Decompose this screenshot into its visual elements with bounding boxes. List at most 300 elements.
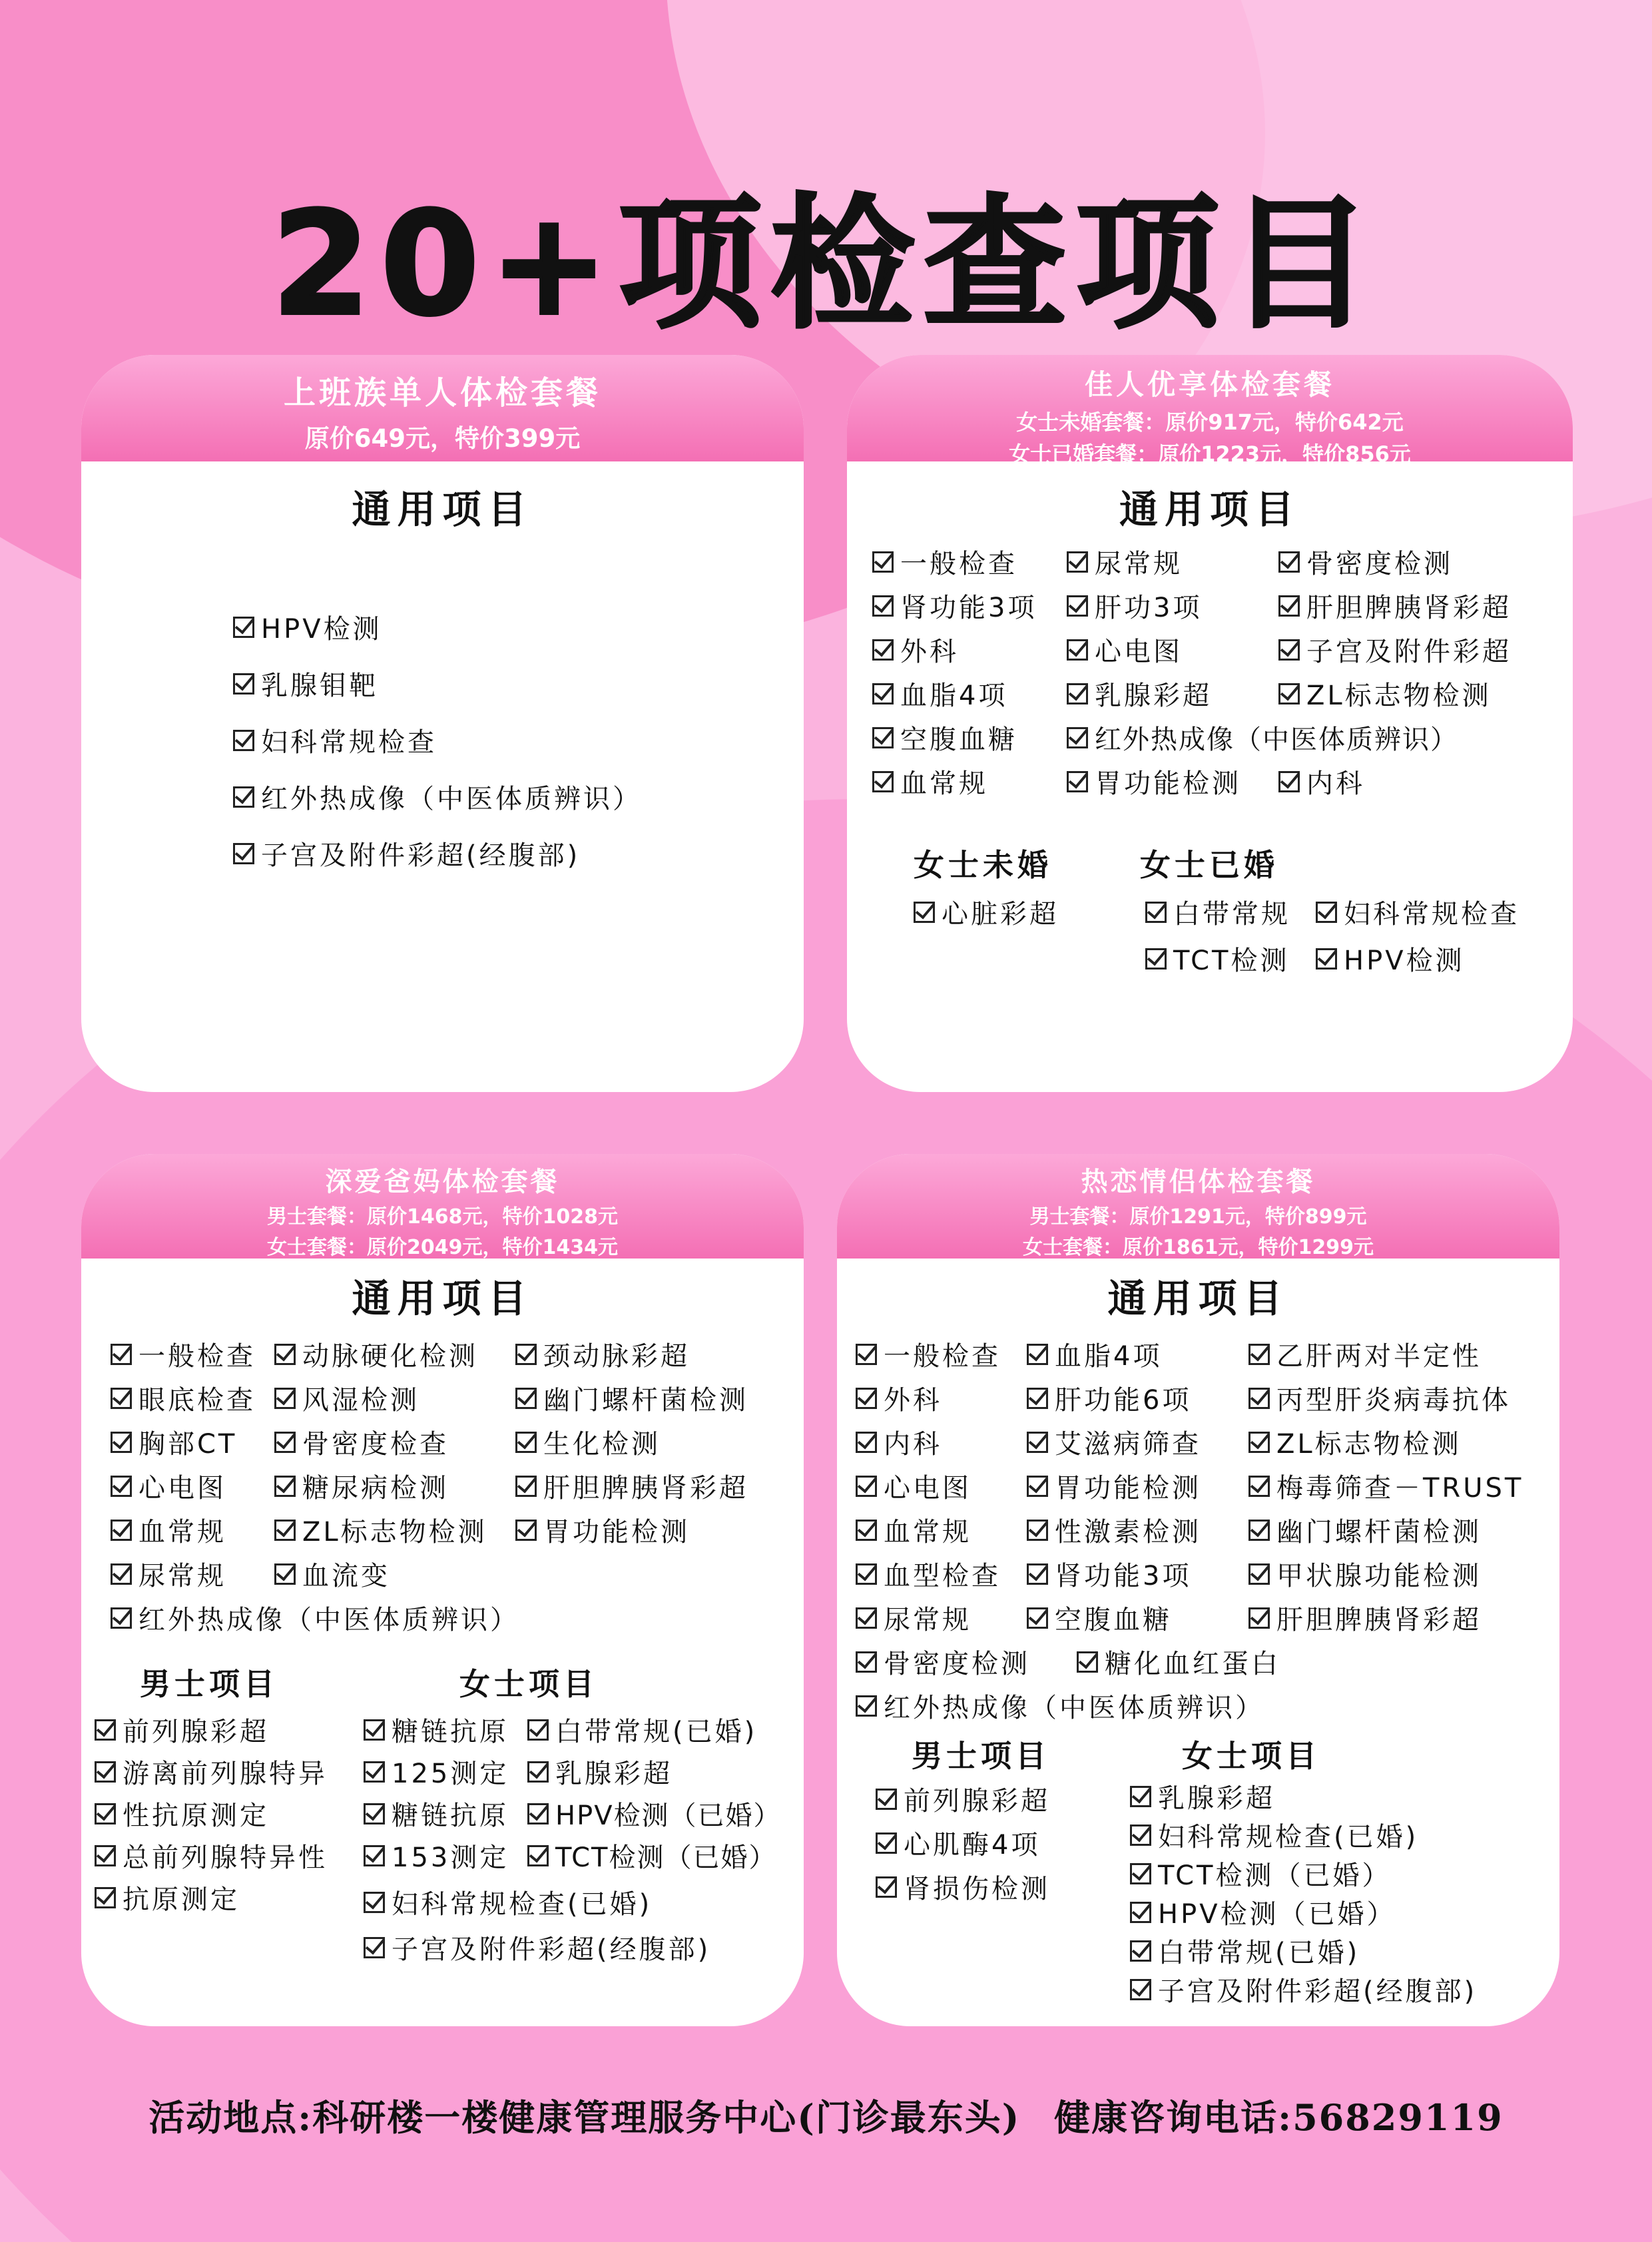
item-label: 心电图	[138, 1473, 226, 1504]
item-label: 胃功能检测	[543, 1517, 690, 1547]
item-label: 前列腺彩超	[123, 1717, 269, 1747]
check-item	[233, 834, 580, 872]
checkbox-icon	[111, 1563, 132, 1585]
check-item	[1248, 1467, 1523, 1505]
item-label: 红外热成像（中医体质辨识）	[261, 784, 642, 814]
package-card-couples	[837, 1154, 1559, 2026]
group-label: 女士未婚	[914, 847, 1052, 883]
checkbox-icon	[527, 1719, 549, 1741]
check-item	[515, 1335, 690, 1373]
item-label: 肝胆脾胰肾彩超	[1276, 1605, 1482, 1635]
checkbox-icon	[1248, 1520, 1270, 1541]
checkbox-icon	[856, 1651, 877, 1673]
check-item	[1067, 587, 1202, 625]
checkbox-icon	[1278, 771, 1300, 792]
item-label: 骨密度检测	[1306, 549, 1453, 579]
item-label: 眼底检查	[138, 1385, 256, 1416]
checkbox-icon	[1130, 1786, 1151, 1807]
group-label: 女士项目	[1182, 1738, 1320, 1774]
check-item	[1067, 631, 1183, 669]
item-label: 红外热成像（中医体质辨识）	[1095, 724, 1458, 755]
item-label: 心肌酶4项	[904, 1830, 1041, 1860]
checkbox-icon	[872, 771, 894, 792]
item-label: 内科	[884, 1429, 942, 1460]
item-label: 总前列腺特异性	[123, 1842, 328, 1873]
checkbox-icon	[856, 1388, 877, 1409]
page-title: 20+项检查项目	[271, 180, 1381, 348]
check-item	[95, 1878, 240, 1916]
check-item	[515, 1467, 748, 1505]
checkbox-icon	[527, 1845, 549, 1866]
item-label: ZL标志物检测	[1276, 1429, 1462, 1460]
card-price: 原价649元，特价399元	[304, 424, 581, 453]
card-title: 热恋情侣体检套餐	[1081, 1167, 1316, 1197]
checkbox-icon	[233, 730, 254, 751]
card-header	[837, 1154, 1559, 1259]
check-item	[872, 675, 1007, 712]
checkbox-icon	[856, 1563, 877, 1585]
checkbox-icon	[515, 1388, 537, 1409]
check-item	[872, 631, 959, 669]
checkbox-icon	[95, 1845, 116, 1866]
checkbox-icon	[1248, 1607, 1270, 1629]
check-item	[515, 1379, 748, 1417]
group-label: 女士项目	[459, 1666, 598, 1702]
check-item	[1145, 940, 1289, 978]
checkbox-icon	[515, 1520, 537, 1541]
checkbox-icon	[1278, 683, 1300, 704]
check-item	[527, 1836, 776, 1874]
item-label: ZL标志物检测	[302, 1517, 487, 1547]
card-title: 深爱爸妈体检套餐	[325, 1167, 560, 1197]
checkbox-icon	[111, 1432, 132, 1453]
checkbox-icon	[1067, 551, 1088, 573]
checkbox-icon	[1316, 902, 1337, 923]
item-label: 乳腺钼靶	[261, 671, 378, 701]
item-label: 红外热成像（中医体质辨识）	[138, 1605, 519, 1635]
checkbox-icon	[856, 1432, 877, 1453]
check-item	[856, 1687, 1264, 1725]
item-label: 白带常规(已婚)	[1158, 1938, 1360, 1968]
checkbox-icon	[274, 1476, 296, 1497]
check-item	[527, 1795, 782, 1832]
checkbox-icon	[1027, 1520, 1048, 1541]
item-label: 性激素检测	[1055, 1517, 1201, 1547]
item-label: 尿常规	[138, 1561, 226, 1591]
item-label: 血常规	[138, 1517, 226, 1547]
group-label: 男士项目	[140, 1666, 278, 1702]
item-label: 动脉硬化检测	[302, 1341, 478, 1372]
item-label: 幽门螺杆菌检测	[543, 1385, 748, 1416]
checkbox-icon	[111, 1344, 132, 1365]
checkbox-icon	[527, 1803, 549, 1824]
item-label: 糖尿病检测	[302, 1473, 449, 1504]
item-label: 糖链抗原	[392, 1801, 509, 1831]
package-card-parents	[81, 1154, 804, 2026]
checkbox-icon	[914, 902, 935, 923]
checkbox-icon	[233, 617, 254, 638]
checkbox-icon	[95, 1803, 116, 1824]
check-item	[1130, 1854, 1391, 1892]
checkbox-icon	[364, 1719, 385, 1741]
checkbox-icon	[1145, 948, 1167, 970]
checkbox-icon	[111, 1520, 132, 1541]
check-item	[1278, 762, 1365, 800]
check-item	[527, 1711, 757, 1749]
item-label: HPV检测（已婚）	[1158, 1899, 1396, 1930]
check-item	[1248, 1379, 1511, 1417]
checkbox-icon	[876, 1789, 897, 1810]
section-title: 通用项目	[352, 1276, 533, 1321]
item-label: 骨密度检测	[884, 1649, 1030, 1679]
check-item	[876, 1824, 1040, 1862]
check-item	[856, 1643, 1030, 1681]
package-card-office	[81, 355, 804, 1092]
item-label: TCT检测（已婚）	[1158, 1860, 1392, 1891]
item-label: 艾滋病筛查	[1055, 1429, 1201, 1460]
check-item	[274, 1555, 390, 1593]
card-price: 男士套餐：原价1291元，特价899元	[1029, 1205, 1367, 1229]
checkbox-icon	[527, 1761, 549, 1783]
item-label: 肾功能3项	[900, 593, 1037, 623]
item-label: 梅毒筛查－TRUST	[1276, 1473, 1524, 1504]
item-label: 妇科常规检查(已婚)	[392, 1889, 653, 1920]
checkbox-icon	[364, 1761, 385, 1783]
checkbox-icon	[515, 1344, 537, 1365]
card-header	[847, 355, 1573, 467]
check-item	[856, 1599, 971, 1637]
checkbox-icon	[1067, 683, 1088, 704]
check-item	[1027, 1467, 1201, 1505]
checkbox-icon	[274, 1520, 296, 1541]
item-label: 空腹血糖	[1055, 1605, 1172, 1635]
item-label: 子宫及附件彩超(经腹部)	[261, 840, 581, 871]
check-item	[876, 1780, 1050, 1818]
check-item	[1067, 675, 1212, 712]
check-item	[856, 1423, 942, 1461]
check-item	[233, 665, 378, 702]
item-label: 一般检查	[138, 1341, 256, 1372]
item-label: 外科	[884, 1385, 942, 1416]
checkbox-icon	[1067, 595, 1088, 617]
checkbox-icon	[856, 1695, 877, 1717]
item-label: 前列腺彩超	[904, 1786, 1050, 1817]
check-item	[914, 893, 1059, 931]
checkbox-icon	[876, 1832, 897, 1854]
item-label: 糖链抗原	[392, 1717, 509, 1747]
group-label: 女士已婚	[1140, 847, 1278, 883]
item-label: 血型检查	[884, 1561, 1001, 1591]
item-label: 心电图	[1095, 637, 1183, 667]
item-label: 125测定	[392, 1759, 509, 1789]
card-title: 上班族单人体检套餐	[283, 374, 601, 412]
card-price: 女士未婚套餐：原价917元，特价642元	[1016, 410, 1404, 435]
check-item	[527, 1753, 673, 1791]
item-label: 骨密度检查	[302, 1429, 449, 1460]
check-item	[876, 1868, 1050, 1906]
check-item	[1145, 893, 1290, 931]
check-item	[274, 1467, 449, 1505]
check-item	[111, 1423, 237, 1461]
checkbox-icon	[1316, 948, 1337, 970]
check-item	[364, 1883, 652, 1921]
item-label: 肝功能6项	[1055, 1385, 1192, 1416]
check-item	[233, 721, 437, 759]
checkbox-icon	[274, 1432, 296, 1453]
checkbox-icon	[364, 1845, 385, 1866]
check-item	[1248, 1335, 1482, 1373]
item-label: 肝胆脾胰肾彩超	[1306, 593, 1512, 623]
check-item	[1027, 1555, 1191, 1593]
item-label: 子宫及附件彩超(经腹部)	[1158, 1976, 1478, 2007]
checkbox-icon	[1067, 771, 1088, 792]
check-item	[1067, 543, 1183, 581]
item-label: 胃功能检测	[1055, 1473, 1201, 1504]
item-label: 血脂4项	[900, 681, 1008, 711]
checkbox-icon	[274, 1563, 296, 1585]
checkbox-icon	[872, 551, 894, 573]
item-label: 空腹血糖	[900, 724, 1017, 755]
item-label: 白带常规(已婚)	[555, 1717, 758, 1747]
item-label: HPV检测（已婚）	[555, 1801, 782, 1831]
check-item	[515, 1423, 661, 1461]
checkbox-icon	[1077, 1651, 1098, 1673]
item-label: 乳腺彩超	[1095, 681, 1212, 711]
checkbox-icon	[1130, 1979, 1151, 2000]
checkbox-icon	[1130, 1863, 1151, 1884]
item-label: 肝功3项	[1095, 593, 1203, 623]
item-label: 外科	[900, 637, 959, 667]
checkbox-icon	[856, 1607, 877, 1629]
item-label: 肾损伤检测	[904, 1874, 1050, 1904]
checkbox-icon	[1278, 551, 1300, 573]
item-label: 妇科常规检查(已婚)	[1158, 1822, 1419, 1852]
check-item	[856, 1379, 942, 1417]
item-label: 甲状腺功能检测	[1276, 1561, 1482, 1591]
item-label: 子宫及附件彩超	[1306, 637, 1512, 667]
item-label: 妇科常规检查	[1344, 899, 1519, 930]
checkbox-icon	[876, 1876, 897, 1898]
check-item	[95, 1836, 328, 1874]
check-item	[1027, 1599, 1172, 1637]
card-price: 男士套餐：原价1468元，特价1028元	[267, 1205, 618, 1229]
check-item	[1027, 1379, 1191, 1417]
checkbox-icon	[872, 683, 894, 704]
section-title: 通用项目	[1119, 487, 1300, 532]
group-label: 男士项目	[912, 1738, 1050, 1774]
checkbox-icon	[1130, 1940, 1151, 1962]
checkbox-icon	[872, 727, 894, 748]
check-item	[1077, 1643, 1280, 1681]
item-label: 血常规	[884, 1517, 971, 1547]
item-label: 风湿检测	[302, 1385, 419, 1416]
card-header	[81, 1154, 804, 1259]
checkbox-icon	[364, 1803, 385, 1824]
item-label: 乳腺彩超	[1158, 1783, 1275, 1814]
check-item	[1248, 1423, 1462, 1461]
item-label: 血常规	[900, 768, 988, 799]
check-item	[872, 762, 988, 800]
check-item	[1248, 1555, 1482, 1593]
item-label: 心脏彩超	[942, 899, 1059, 930]
check-item	[111, 1511, 226, 1549]
check-item	[95, 1795, 269, 1832]
check-item	[233, 608, 382, 646]
item-label: 妇科常规检查	[261, 727, 437, 758]
item-label: TCT检测	[1173, 946, 1290, 976]
checkbox-icon	[1027, 1476, 1048, 1497]
checkbox-icon	[95, 1761, 116, 1783]
checkbox-icon	[1248, 1344, 1270, 1365]
check-item	[872, 718, 1017, 756]
checkbox-icon	[233, 786, 254, 808]
check-item	[1316, 940, 1465, 978]
checkbox-icon	[95, 1719, 116, 1741]
item-label: 肝胆脾胰肾彩超	[543, 1473, 748, 1504]
card-title: 佳人优享体检套餐	[1084, 368, 1335, 401]
check-item	[872, 587, 1037, 625]
check-item	[111, 1379, 256, 1417]
item-label: 生化检测	[543, 1429, 661, 1460]
item-label: 肾功能3项	[1055, 1561, 1192, 1591]
check-item	[1067, 718, 1458, 756]
checkbox-icon	[1027, 1563, 1048, 1585]
check-item	[1278, 587, 1512, 625]
check-item	[515, 1511, 690, 1549]
item-label: 乙肝两对半定性	[1276, 1341, 1482, 1372]
check-item	[856, 1555, 1001, 1593]
checkbox-icon	[1130, 1824, 1151, 1846]
check-item	[1248, 1599, 1482, 1637]
item-label: 内科	[1306, 768, 1365, 799]
item-label: 尿常规	[884, 1605, 971, 1635]
item-label: 颈动脉彩超	[543, 1341, 690, 1372]
item-label: 153测定	[392, 1842, 509, 1873]
check-item	[1248, 1511, 1482, 1549]
checkbox-icon	[872, 595, 894, 617]
checkbox-icon	[364, 1892, 385, 1913]
item-label: 红外热成像（中医体质辨识）	[884, 1693, 1264, 1723]
check-item	[364, 1753, 509, 1791]
item-label: 丙型肝炎病毒抗体	[1276, 1385, 1511, 1416]
checkbox-icon	[1248, 1388, 1270, 1409]
check-item	[274, 1511, 487, 1549]
item-label: 游离前列腺特异	[123, 1759, 328, 1789]
card-price: 女士已婚套餐：原价1223元，特价856元	[1009, 441, 1411, 467]
check-item	[364, 1795, 509, 1832]
card-price: 女士套餐：原价1861元，特价1299元	[1023, 1236, 1374, 1259]
item-label: HPV检测	[1344, 946, 1465, 976]
checkbox-icon	[364, 1937, 385, 1958]
item-label: HPV检测	[261, 614, 382, 645]
item-label: 幽门螺杆菌检测	[1276, 1517, 1482, 1547]
check-item	[95, 1753, 328, 1791]
checkbox-icon	[274, 1388, 296, 1409]
item-label: 一般检查	[884, 1341, 1001, 1372]
check-item	[1130, 1932, 1360, 1970]
checkbox-icon	[95, 1887, 116, 1908]
check-item	[111, 1335, 256, 1373]
item-label: ZL标志物检测	[1306, 681, 1492, 711]
item-label: 血脂4项	[1055, 1341, 1163, 1372]
item-label: 抗原测定	[123, 1884, 240, 1915]
item-label: 胸部CT	[138, 1429, 238, 1460]
check-item	[1278, 631, 1512, 669]
checkbox-icon	[1027, 1344, 1048, 1365]
checkbox-icon	[111, 1607, 132, 1629]
checkbox-icon	[515, 1476, 537, 1497]
check-item	[856, 1511, 971, 1549]
check-item	[111, 1555, 226, 1593]
check-item	[1027, 1335, 1162, 1373]
check-item	[95, 1711, 269, 1749]
item-label: 胃功能检测	[1095, 768, 1241, 799]
footer-contact: 活动地点:科研楼一楼健康管理服务中心(门诊最东头) 健康咨询电话:56829119	[148, 2096, 1504, 2139]
check-item	[1316, 893, 1519, 931]
item-label: 性抗原测定	[123, 1801, 269, 1831]
check-item	[1027, 1423, 1201, 1461]
item-label: 尿常规	[1095, 549, 1183, 579]
checkbox-icon	[856, 1520, 877, 1541]
check-item	[111, 1599, 519, 1637]
item-label: TCT检测（已婚）	[555, 1842, 777, 1873]
checkbox-icon	[1248, 1432, 1270, 1453]
check-item	[856, 1467, 971, 1505]
checkbox-icon	[1027, 1432, 1048, 1453]
card-price: 女士套餐：原价2049元，特价1434元	[267, 1236, 618, 1259]
checkbox-icon	[856, 1476, 877, 1497]
card-header	[81, 355, 804, 461]
check-item	[872, 543, 1017, 581]
checkbox-icon	[1278, 595, 1300, 617]
check-item	[274, 1423, 449, 1461]
check-item	[1130, 1816, 1418, 1854]
check-item	[1130, 1777, 1275, 1815]
item-label: 白带常规	[1173, 899, 1290, 930]
item-label: 乳腺彩超	[555, 1759, 673, 1789]
checkbox-icon	[233, 843, 254, 864]
check-item	[111, 1467, 226, 1505]
checkbox-icon	[872, 639, 894, 661]
checkbox-icon	[1278, 639, 1300, 661]
check-item	[274, 1335, 478, 1373]
checkbox-icon	[515, 1432, 537, 1453]
item-label: 子宫及附件彩超(经腹部)	[392, 1934, 711, 1965]
checkbox-icon	[1067, 639, 1088, 661]
item-label: 糖化血红蛋白	[1105, 1649, 1280, 1679]
check-item	[364, 1928, 710, 1966]
checkbox-icon	[274, 1344, 296, 1365]
check-item	[1130, 1893, 1396, 1931]
check-item	[856, 1335, 1001, 1373]
checkbox-icon	[1067, 727, 1088, 748]
section-title: 通用项目	[352, 487, 533, 532]
check-item	[1027, 1511, 1201, 1549]
checkbox-icon	[111, 1476, 132, 1497]
item-label: 血流变	[302, 1561, 390, 1591]
checkbox-icon	[1027, 1388, 1048, 1409]
checkbox-icon	[1248, 1476, 1270, 1497]
check-item	[1130, 1970, 1477, 2008]
section-title: 通用项目	[1107, 1276, 1289, 1321]
checkbox-icon	[233, 673, 254, 695]
package-card-ladies	[847, 355, 1573, 1092]
check-item	[233, 778, 642, 816]
item-label: 一般检查	[900, 549, 1017, 579]
check-item	[364, 1836, 509, 1874]
checkbox-icon	[856, 1344, 877, 1365]
checkbox-icon	[1130, 1902, 1151, 1923]
